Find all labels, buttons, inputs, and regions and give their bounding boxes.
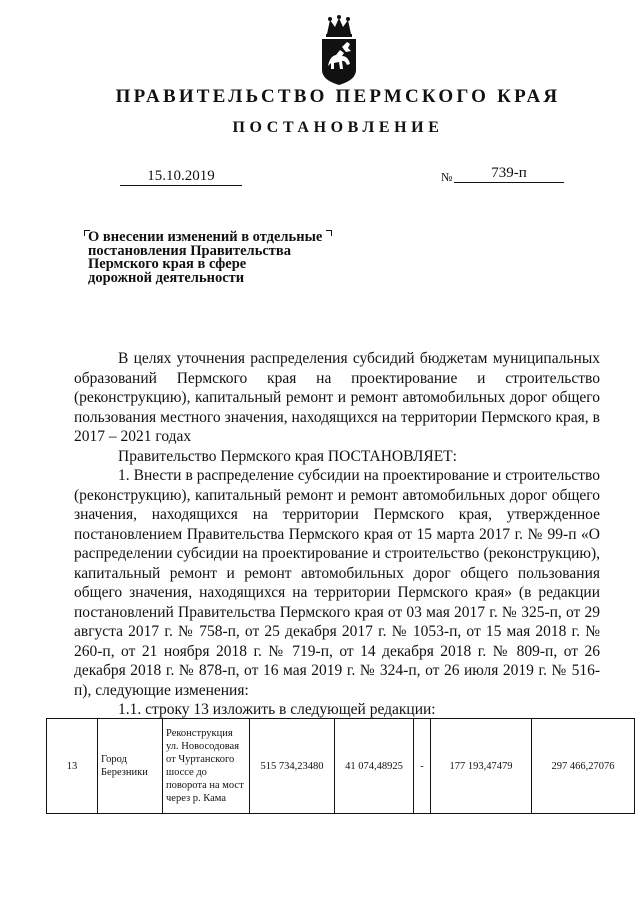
document-subject: О внесении изменений в отдельные постановления Правительства Пермского края в сфере дорожной деятельности [88, 229, 323, 286]
replacement-table [46, 718, 635, 814]
preamble-paragraph: В целях уточнения распределения субсидий бюджетам муниципальных образований Пермского края на проектирование и строительство (реконструкцию), капитальный ремонт и ремонт автомобильных дорог общего пользования местного значения, находящихся на территории Пермского края, в 2017 – 2021 годах [74, 350, 600, 445]
number-sign: № [441, 170, 453, 184]
clause-1-paragraph: 1. Внести в распределение субсидии на проектирование и строительство (реконструкцию), капитальный ремонт и ремонт автомобильных дорог общего значения, находящихся на территории Пермского края, утвержденное постановлением Правительства Пермского края от 15 марта 2017 г. № 99-п «О распределении субсидии на проектирование и строительство (реконструкцию), капитальный ремонт и ремонт автомобильных дорог общего пользования общего значения, находящихся на территории Пермского края» (в редакции постановлений Правительства Пермского края от 03 мая 2017 г. № 325-п, от 29 августа 2017 г. № 758-п, от 25 декабря 2017 г. № 1053-п, от 15 мая 2018 г. № 260-п, от 21 ноября 2018 г. № 719-п, от 14 декабря 2018 г. № 809-п, от 26 декабря 2018 г. № 878-п, от 16 мая 2019 г. № 324-п, от 26 июля 2019 г. № 516-п), следующие изменения: [74, 467, 600, 699]
document-date: 15.10.2019 [120, 168, 242, 186]
document-body [74, 349, 600, 720]
table-row [47, 719, 635, 814]
document-number: 739-п [454, 165, 564, 183]
value-cell-2: 41 074,48925 [335, 719, 414, 814]
government-title: ПРАВИТЕЛЬСТВО ПЕРМСКОГО КРАЯ [115, 86, 561, 107]
municipality-cell: Город Березники [98, 719, 163, 814]
document-type: ПОСТАНОВЛЕНИЕ [232, 119, 444, 136]
value-cell-1: 515 734,23480 [250, 719, 335, 814]
object-description-cell: Реконструкция ул. Новосодовая от Чуртанского шоссе до поворота на мост через р. Кама [163, 719, 250, 814]
resolution-paragraph: Правительство Пермского края ПОСТАНОВЛЯЕТ: [118, 447, 457, 465]
value-cell-3: - [414, 719, 431, 814]
clause-1-1-paragraph: 1.1. строку 13 изложить в следующей редакции: [118, 701, 436, 718]
row-number-cell: 13 [47, 719, 98, 814]
value-cell-4: 177 193,47479 [431, 719, 532, 814]
perm-krai-coat-of-arms-icon [316, 14, 362, 86]
value-cell-5: 297 466,27076 [532, 719, 635, 814]
